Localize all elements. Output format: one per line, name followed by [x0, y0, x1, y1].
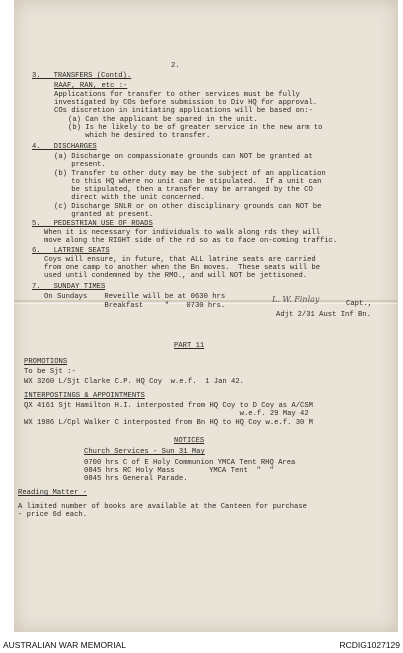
part-heading: PART 11 — [174, 342, 205, 350]
promotions-title: PROMOTIONS — [24, 358, 68, 366]
text-line: - price 6d each. — [18, 511, 88, 519]
text-line: When it is necessary for individuals to walk along rds they will — [44, 229, 321, 237]
text-line: (b) Transfer to other duty may be the subject of an application — [54, 170, 326, 178]
text-line: used until condemned by the RMO., and will NOT be jettisoned. — [44, 272, 308, 280]
document-page — [14, 0, 398, 632]
text-line: investigated by COs before submission to Div HQ for approval. — [54, 99, 318, 107]
text-line: (b) Is he likely to be of greater service in the new arm to — [68, 124, 323, 132]
text-line: w.e.f. 29 May 42 — [24, 410, 309, 418]
section-3-title: 3. TRANSFERS (Contd). — [32, 72, 132, 80]
text-line: from one camp to another when the Bn moves. These seats will be — [44, 264, 321, 272]
page-number: 2. — [171, 62, 180, 70]
handwritten-signature: L. W. Finlay — [272, 295, 320, 304]
archive-footer — [0, 632, 403, 653]
text-line: 0845 hrs RC Holy Mass YMCA Tent " " — [84, 467, 274, 475]
section-4-title: 4. DISCHARGES — [32, 143, 97, 151]
text-line: COs discretion in initiating applications will be based on:- — [54, 107, 313, 115]
text-line: A limited number of books are available at the Canteen for purchase — [18, 503, 307, 511]
notices-title: NOTICES — [174, 437, 205, 445]
text-line: be stipulated, then a transfer may be arranged by the CO — [54, 186, 313, 194]
text-line: direct with the unit concerned. — [54, 194, 205, 202]
text-line: WX 1986 L/Cpl Walker C interposted from Bn HQ to HQ Coy w.e.f. 30 M — [24, 419, 313, 427]
text-line: 0845 hrs General Parade. — [84, 475, 188, 483]
text-line: (a) Can the applicant be spared in the unit. — [68, 116, 258, 124]
text-line: move along the RIGHT side of the rd so as to face on-coming traffic. — [44, 237, 338, 245]
section-5-title: 5. PEDESTRIAN USE OF ROADS — [32, 220, 153, 228]
reading-matter-title: Reading Matter - — [18, 489, 88, 497]
text-line: granted at present. — [54, 211, 154, 219]
text-line: QX 4161 Sjt Hamilton H.I. interposted from HQ Coy to D Coy as A/CSM — [24, 402, 313, 410]
section-6-title: 6. LATRINE SEATS — [32, 247, 110, 255]
text-line: to this HQ where no unit can be stipulated. If a unit can — [54, 178, 322, 186]
signature-rank: Capt., — [346, 300, 372, 308]
promotions-subtitle: To be Sjt :- — [24, 368, 76, 376]
footer-credit: AUSTRALIAN WAR MEMORIAL — [3, 640, 126, 650]
text-line: Breakfast " 0730 hrs. — [44, 302, 226, 310]
section-3-subtitle: RAAF, RAN, etc :- — [54, 82, 128, 90]
church-services-title: Church Services - Sun 31 May — [84, 448, 205, 456]
text-line: Coys will ensure, in future, that ALL latrine seats are carried — [44, 256, 316, 264]
footer-id: RCDIG1027129 — [339, 640, 400, 650]
text-line: which he desired to transfer. — [68, 132, 211, 140]
text-line: (a) Discharge on compassionate grounds can NOT be granted at — [54, 153, 313, 161]
signature-unit: Adjt 2/31 Aust Inf Bn. — [276, 311, 371, 319]
section-7-title: 7. SUNDAY TIMES — [32, 283, 106, 291]
text-line: On Sundays Reveille will be at 0630 hrs — [44, 293, 226, 301]
text-line: (c) Discharge SNLR or on other disciplinary grounds can NOT be — [54, 203, 322, 211]
text-line: 0700 hrs C of E Holy Communion YMCA Tent RHQ Area — [84, 459, 296, 467]
interpostings-title: INTERPOSTINGS & APPOINTMENTS — [24, 392, 145, 400]
text-line: Applications for transfer to other services must be fully — [54, 91, 300, 99]
text-line: WX 3260 L/Sjt Clarke C.P. HQ Coy w.e.f. 1 Jan 42. — [24, 378, 244, 386]
text-line: present. — [54, 161, 106, 169]
